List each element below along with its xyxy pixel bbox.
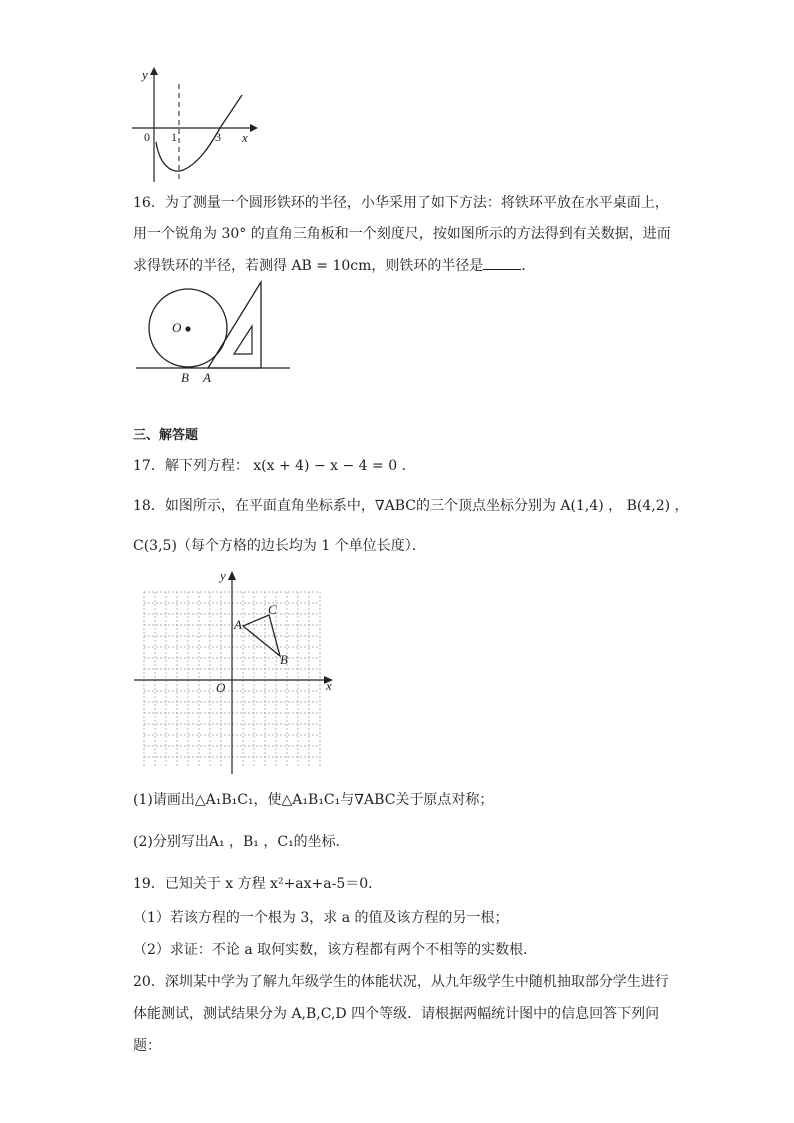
q18-line2: C(3,5)（每个方格的边长均为 1 个单位长度）． xyxy=(133,538,426,554)
q19-line1: 19．已知关于 x 方程 x²+ax+a-5＝0． xyxy=(133,876,383,892)
q18-part2: (2)分别写出A₁ ，B₁ ，C₁的坐标． xyxy=(133,834,350,850)
q16-line1: 16．为了测量一个圆形铁环的半径，小华采用了如下方法：将铁环平放在水平桌面上， xyxy=(133,195,669,211)
function-graph-figure xyxy=(128,62,268,187)
q20-line3: 题： xyxy=(133,1038,161,1054)
grid-label-x: x xyxy=(326,678,332,693)
grid-y-arrow xyxy=(228,571,236,580)
q16-line3-end: ． xyxy=(521,258,536,274)
q16-line2: 用一个锐角为 30° 的直角三角板和一个刻度尺，按如图所示的方法得到有关数据，进而 xyxy=(133,226,671,242)
q18-part1: (1)请画出△A₁B₁C₁，使△A₁B₁C₁与∇ABC关于原点对称； xyxy=(133,792,494,808)
q16-line3 xyxy=(133,255,535,276)
triangle-abc xyxy=(243,615,280,656)
graph-tick-1: 1 xyxy=(171,130,177,144)
ring-center-dot xyxy=(185,326,190,331)
set-square-outer xyxy=(208,282,261,368)
graph-tick-3: 3 xyxy=(215,130,221,144)
ring-triangle-figure xyxy=(130,278,300,388)
graph-tick-0: 0 xyxy=(144,130,150,144)
section-3-title: 三、解答题 xyxy=(133,428,199,443)
grid-label-b: B xyxy=(280,652,288,667)
q19-part1: （1）若该方程的一个根为 3，求 a 的值及该方程的另一根； xyxy=(133,910,509,926)
q17-text: 17．解下列方程： x(x + 4) − x − 4 = 0 ． xyxy=(133,458,416,474)
graph-x-arrow xyxy=(250,124,258,132)
graph-y-label: y xyxy=(142,67,148,82)
grid-label-o: O xyxy=(216,680,226,695)
coordinate-grid-figure xyxy=(128,566,348,778)
graph-curve xyxy=(156,95,242,171)
q20-line1: 20．深圳某中学为了解九年级学生的体能状况，从九年级学生中随机抽取部分学生进行 xyxy=(133,974,669,990)
q18-line1: 18．如图所示，在平面直角坐标系中，∇ABC的三个顶点坐标分别为 A(1,4) ， B(4,2) ， xyxy=(133,498,689,514)
q16-answer-blank xyxy=(483,255,521,270)
grid-label-a: A xyxy=(234,617,242,632)
set-square-inner xyxy=(234,326,252,354)
ring-label-o: O xyxy=(172,320,182,335)
point-label-a: A xyxy=(203,370,211,385)
point-label-b: B xyxy=(181,370,189,385)
q20-line2: 体能测试，测试结果分为 A,B,C,D 四个等级．请根据两幅统计图中的信息回答下列问 xyxy=(133,1006,660,1022)
grid-label-c: C xyxy=(268,602,277,617)
grid-label-y: y xyxy=(220,568,226,583)
graph-x-label: x xyxy=(242,130,248,145)
q19-part2: （2）求证：不论 a 取何实数，该方程都有两个不相等的实数根． xyxy=(133,942,538,958)
q16-line3-text: 求得铁环的半径，若测得 AB = 10cm，则铁环的半径是 xyxy=(133,258,484,274)
graph-y-arrow xyxy=(150,67,158,75)
